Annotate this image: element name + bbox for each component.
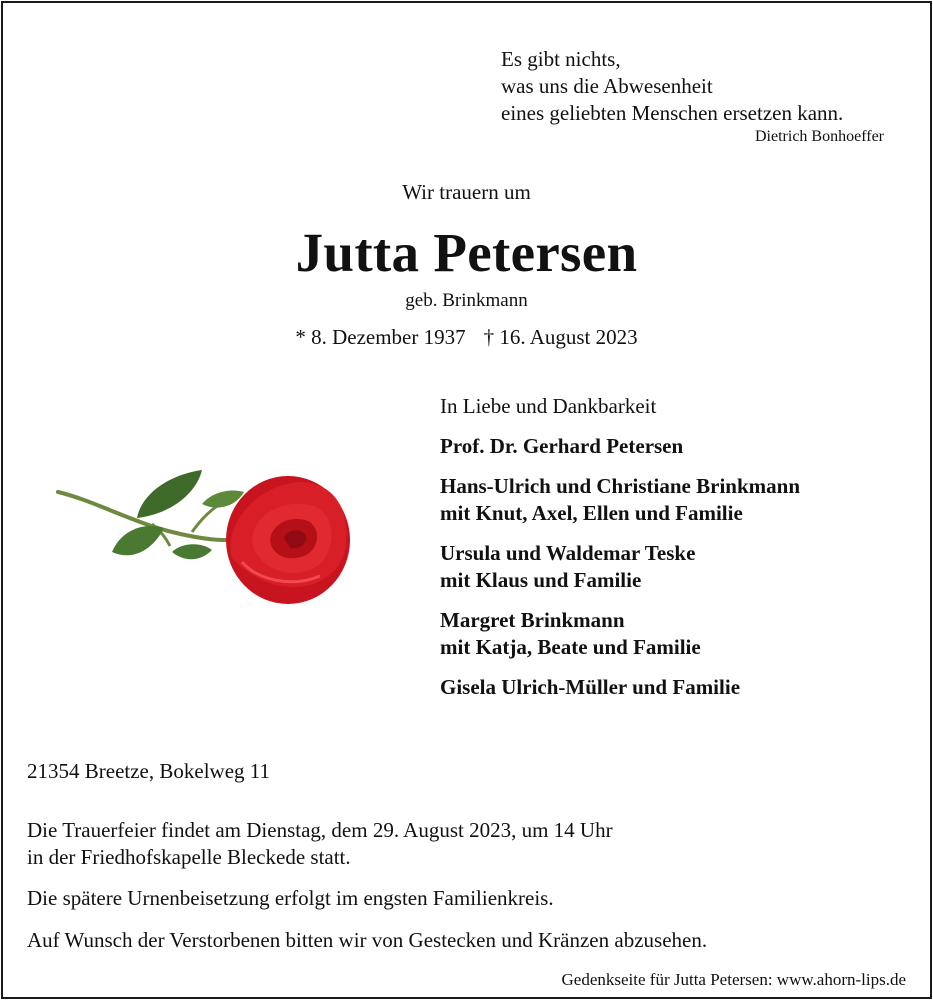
mourner-group — [440, 540, 910, 594]
service-line: Die Trauerfeier findet am Dienstag, dem 29. August 2023, um 14 Uhr — [27, 818, 613, 842]
birth-name: geb. Brinkmann — [405, 290, 528, 311]
intro-text: Wir trauern um — [402, 180, 531, 204]
rose-leaf — [172, 544, 212, 559]
mourners-lead: In Liebe und Dankbarkeit — [440, 394, 657, 418]
birth-date: * 8. Dezember 1937 — [295, 325, 466, 349]
quote-line: was uns die Abwesenheit — [501, 74, 713, 98]
mourner-line: mit Knut, Axel, Ellen und Familie — [440, 501, 743, 525]
service-line: in der Friedhofskapelle Bleckede statt. — [27, 845, 351, 869]
life-dates — [0, 325, 933, 350]
funeral-service-info — [27, 817, 613, 871]
red-rose-icon — [52, 462, 362, 612]
quote-line: Es gibt nichts, — [501, 47, 621, 71]
mourner-line: mit Katja, Beate und Familie — [440, 635, 701, 659]
mourner-line: Prof. Dr. Gerhard Petersen — [440, 434, 684, 458]
mourner-group — [440, 674, 910, 701]
deceased-name: Jutta Petersen — [295, 222, 638, 283]
rose-leaf — [137, 470, 202, 518]
mourner-line: Ursula und Waldemar Teske — [440, 541, 696, 565]
quote-author: Dietrich Bonhoeffer — [755, 128, 884, 145]
mourner-group — [440, 473, 910, 527]
mourner-address: 21354 Breetze, Bokelweg 11 — [27, 759, 270, 783]
quote-line: eines geliebten Menschen ersetzen kann. — [501, 101, 844, 125]
mourner-group — [440, 607, 910, 661]
burial-info: Die spätere Urnenbeisetzung erfolgt im engsten Familienkreis. — [27, 886, 554, 910]
mourner-group — [440, 433, 910, 460]
bonhoeffer-quote — [501, 46, 843, 127]
mourner-line: Hans-Ulrich und Christiane Brinkmann — [440, 474, 800, 498]
mourners-list — [440, 393, 910, 714]
flowers-request: Auf Wunsch der Verstorbenen bitten wir von Gestecken und Kränzen abzusehen. — [27, 928, 708, 952]
rose-leaf — [112, 526, 164, 555]
memorial-page-link[interactable]: Gedenkseite für Jutta Petersen: www.ahorn-lips.de — [561, 970, 906, 989]
mourner-line: mit Klaus und Familie — [440, 568, 642, 592]
death-date: † 16. August 2023 — [483, 325, 638, 349]
mourner-line: Gisela Ulrich-Müller und Familie — [440, 675, 741, 699]
mourner-line: Margret Brinkmann — [440, 608, 625, 632]
